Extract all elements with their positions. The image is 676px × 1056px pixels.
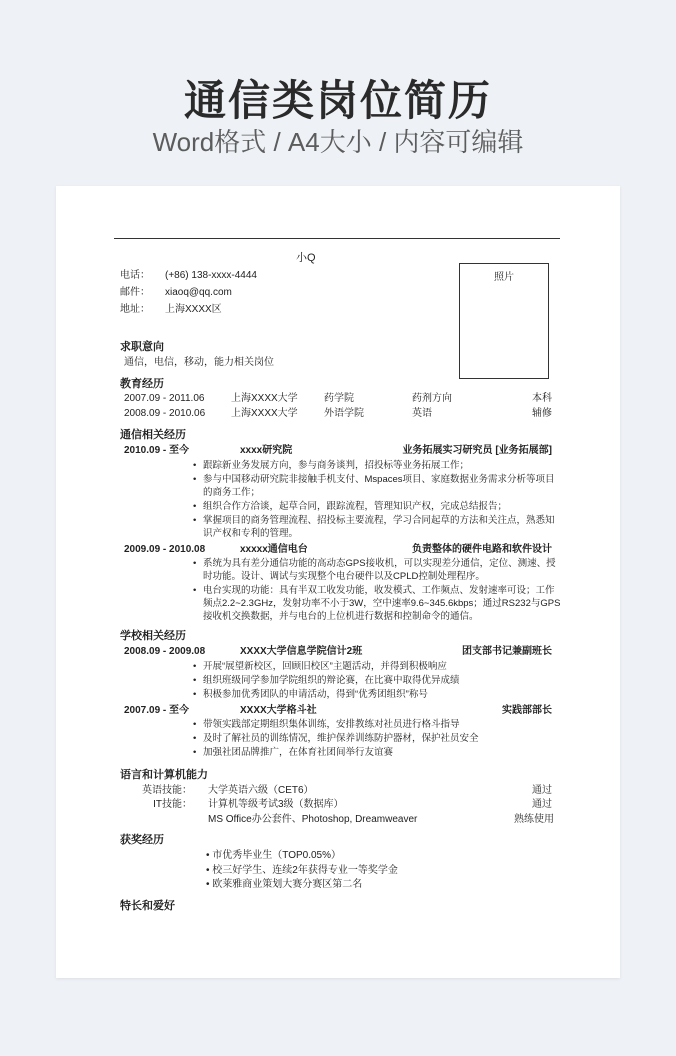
- bullet-item: • 组织合作方洽谈，起草合同，跟踪流程，管理知识产权，完成总结报告；: [193, 501, 508, 512]
- section-hobby: 特长和爱好: [120, 900, 175, 912]
- section-education: 教育经历: [120, 378, 164, 390]
- bullet-item: • 系统为具有差分通信功能的高动态GPS接收机，可以实现差分通信，定位、测速、授时功能。设计、调试与实现整个电台硬件以及CPLD控制处理程序。: [193, 558, 556, 582]
- school-org: XXXX大学信息学院信计2班: [240, 646, 363, 657]
- skill-label: IT技能：: [153, 799, 192, 810]
- edu-school: 上海XXXX大学: [231, 408, 298, 419]
- contact-label-email: 邮件：: [120, 287, 150, 298]
- resume-name: 小Q: [296, 252, 316, 264]
- skill-level: 通过: [532, 785, 552, 796]
- contact-label-phone: 电话：: [120, 270, 150, 281]
- work-period: 2010.09 - 至今: [124, 445, 190, 456]
- edu-period: 2008.09 - 2010.06: [124, 408, 206, 419]
- school-org: XXXX大学格斗社: [240, 705, 317, 716]
- award-item: • 欧莱雅商业策划大赛分赛区第二名: [206, 879, 363, 890]
- award-item: • 校三好学生、连续2年获得专业一等奖学金: [206, 865, 398, 876]
- bullet-item: • 跟踪新业务发展方向，参与商务谈判，招投标等业务拓展工作；: [193, 460, 470, 471]
- school-period: 2007.09 - 至今: [124, 705, 190, 716]
- bullet-item: • 参与中国移动研究院非接触手机支付、Mspaces项目、家庭数据业务需求分析等项目的商务工作；: [193, 474, 555, 498]
- photo-label: 照片: [494, 272, 514, 283]
- resume-page: [56, 186, 620, 978]
- section-objective: 求职意向: [120, 341, 164, 353]
- award-item: • 市优秀毕业生（TOP0.05%）: [206, 850, 342, 861]
- contact-address: 上海XXXX区: [165, 304, 222, 315]
- bullet-item: • 加强社团品牌推广，在体育社团间举行友谊赛: [193, 747, 394, 758]
- skill-value: 计算机等级考试3级（数据库）: [208, 799, 344, 810]
- school-period: 2008.09 - 2009.08: [124, 646, 206, 657]
- edu-major: 英语: [412, 408, 432, 419]
- section-skills: 语言和计算机能力: [120, 769, 208, 781]
- school-role: 团支部书记兼副班长: [462, 646, 552, 657]
- bullet-item: • 带领实践部定期组织集体训练，安排教练对社员进行格斗指导: [193, 719, 460, 730]
- contact-label-address: 地址：: [120, 304, 150, 315]
- objective-text: 通信，电信，移动，能力相关岗位: [124, 357, 274, 368]
- skill-value: 大学英语六级（CET6）: [208, 785, 314, 796]
- banner-subtitle: Word格式 / A4大小 / 内容可编辑: [152, 127, 524, 157]
- bullet-item: • 及时了解社员的训练情况，维护保养训练防护器材，保护社员安全: [193, 733, 479, 744]
- bullet-item: • 开展“展望新校区，回顾旧校区”主题活动，并得到积极响应: [193, 661, 447, 672]
- skill-label: 英语技能：: [142, 785, 192, 796]
- skill-value: MS Office办公套件、Photoshop, Dreamweaver: [208, 814, 418, 825]
- section-work: 通信相关经历: [120, 429, 186, 441]
- edu-college: 外语学院: [324, 408, 364, 419]
- edu-school: 上海XXXX大学: [231, 393, 298, 404]
- bullet-item: • 组织班级同学参加学院组织的辩论赛，在比赛中取得优异成绩: [193, 675, 460, 686]
- skill-level: 通过: [532, 799, 552, 810]
- bullet-item: • 电台实现的功能：具有半双工收发功能，收发模式、工作频点、发射速率可设；工作频点2.2~2.3GHz，发射功率不小于3W，空中速率9.6~345.6kbps；通过RS232与GPS接收机交换数据，并与电台的上位机进行数据和控制命令的通信。: [193, 585, 561, 622]
- top-rule: [114, 238, 560, 239]
- edu-period: 2007.09 - 2011.06: [124, 393, 205, 404]
- work-period: 2009.09 - 2010.08: [124, 544, 206, 555]
- skill-level: 熟练使用: [514, 814, 554, 825]
- school-role: 实践部部长: [502, 705, 552, 716]
- section-school: 学校相关经历: [120, 630, 186, 642]
- bullet-item: • 积极参加优秀团队的申请活动，得到“优秀团组织”称号: [193, 689, 428, 700]
- work-org: xxxx研究院: [240, 445, 293, 456]
- bullet-item: • 掌握项目的商务管理流程、招投标主要流程，学习合同起草的方法和关注点，熟悉知识产权和专利的管理。: [193, 515, 555, 539]
- work-role: 负责整体的硬件电路和软件设计: [412, 544, 552, 555]
- edu-major: 药剂方向: [412, 393, 452, 404]
- work-role: 业务拓展实习研究员 [业务拓展部]: [402, 445, 552, 456]
- edu-college: 药学院: [324, 393, 354, 404]
- photo-box: [459, 263, 549, 379]
- contact-email: xiaoq@qq.com: [165, 287, 232, 298]
- work-org: xxxxx通信电台: [240, 544, 308, 555]
- banner-title: 通信类岗位简历: [183, 77, 492, 124]
- edu-degree: 辅修: [532, 408, 552, 419]
- section-awards: 获奖经历: [120, 834, 164, 846]
- contact-phone: (+86) 138-xxxx-4444: [165, 270, 257, 281]
- edu-degree: 本科: [532, 393, 552, 404]
